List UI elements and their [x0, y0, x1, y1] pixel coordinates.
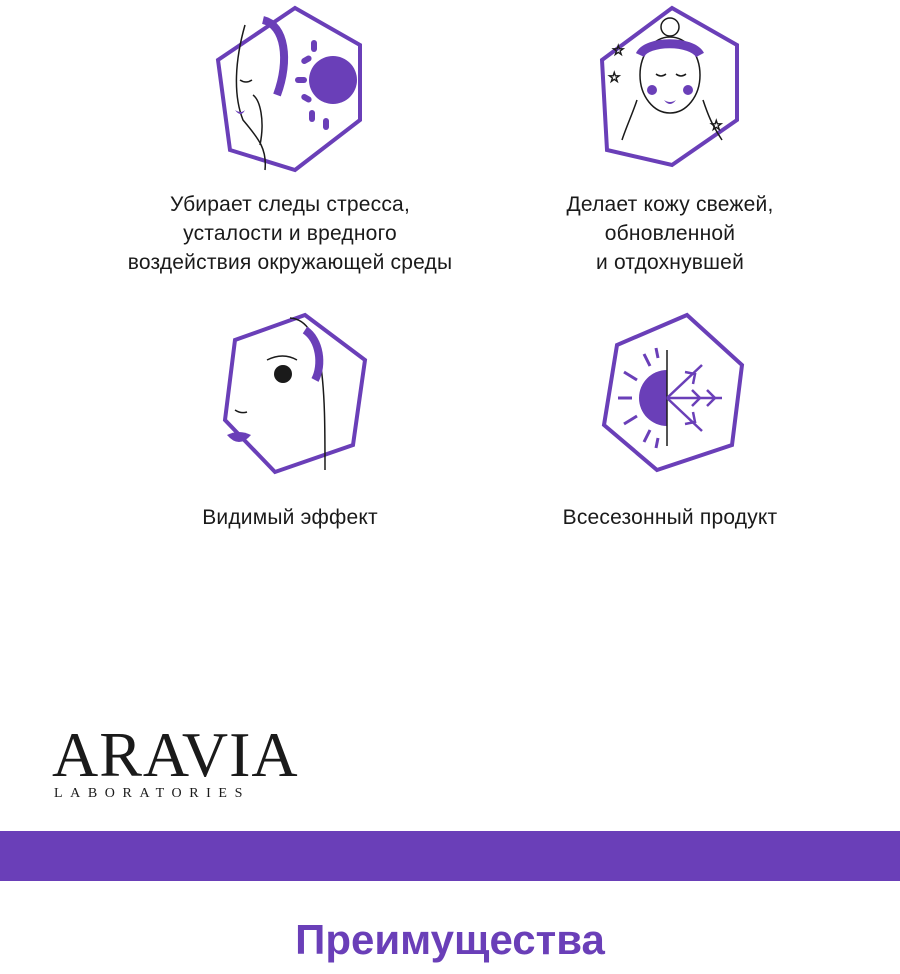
section-title: Преимущества	[295, 916, 605, 963]
accent-band	[0, 831, 900, 881]
feature-caption: Делает кожу свежей, обновленной и отдохнувшей	[566, 193, 774, 274]
svg-text:☆: ☆	[608, 69, 621, 85]
face-profile-icon	[205, 310, 375, 480]
feature-caption: Видимый эффект	[202, 506, 378, 529]
face-stars-icon	[582, 0, 752, 180]
feature-fresh-skin	[445, 0, 895, 280]
face-sun-icon	[205, 0, 375, 180]
sun-snowflake-icon	[582, 310, 752, 480]
brand-subtitle: LABORATORIES	[54, 786, 250, 801]
svg-text:☆: ☆	[710, 117, 723, 133]
feature-caption: Убирает следы стресса, усталости и вредного воздействия окружающей среды	[127, 193, 453, 274]
feature-all-season	[445, 310, 895, 540]
brand-logo	[52, 719, 312, 832]
feature-caption: Всесезонный продукт	[562, 506, 778, 529]
svg-text:☆: ☆	[612, 42, 625, 58]
brand-name: ARAVIA	[52, 719, 299, 790]
